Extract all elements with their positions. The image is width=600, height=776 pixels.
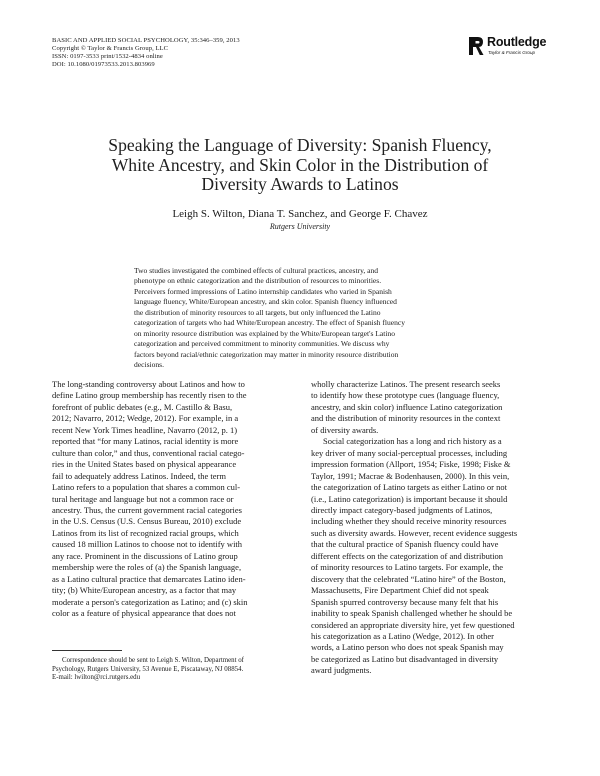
abstract-line: Two studies investigated the combined effects of cultural practices, ancestry, and xyxy=(134,266,379,275)
body-line: forefront of public debates (e.g., M. Castillo & Basu, xyxy=(52,401,233,412)
body-line: ancestry, and skin color) influence Latino categorization xyxy=(311,401,503,412)
body-column-right xyxy=(311,379,551,677)
article-title xyxy=(60,136,540,195)
abstract-line: factors beyond racial/ethnic categorization may matter in minority resource distribution xyxy=(134,349,399,359)
abstract-line: phenotype on ethnic categorization and the distribution of resources to minorities. xyxy=(134,276,382,286)
body-line: his categorization as a Latino (Wedge, 2012). In other xyxy=(311,630,494,641)
title-line: White Ancestry, and Skin Color in the Distribution of xyxy=(111,154,489,175)
publisher-logo xyxy=(468,35,554,61)
footnote-line: Correspondence should be sent to Leigh S. Wilton, Department of xyxy=(62,657,244,664)
body-line: to identify how these prototype cues (language fluency, xyxy=(311,390,500,401)
body-line: award judgments. xyxy=(311,665,372,676)
body-line: discovery that the celebrated “Latino hire” of the Boston, xyxy=(311,573,506,584)
footnote-line: Psychology, Rutgers University, 53 Avenue E, Piscataway, NJ 08854. xyxy=(52,665,244,673)
body-line: caused 18 million Latinos to choose not to identify with xyxy=(52,539,243,550)
title-line: Speaking the Language of Diversity: Spanish Fluency, xyxy=(108,135,492,155)
body-line: and the distribution of minority resources in the context xyxy=(311,413,501,424)
body-line: ancestry. Thus, the current government racial categories xyxy=(52,504,242,515)
body-line: directly impact category-based judgments of Latinos, xyxy=(311,504,493,515)
body-line: color as a feature of physical appearance that does not xyxy=(52,608,236,619)
body-line: moderate a person's categorization as Latino; and (c) skin xyxy=(52,596,248,607)
abstract-line: the distribution of minority resources to all targets, but only influenced the Latino xyxy=(134,307,381,317)
abstract-line: categorization of targets who had White/European ancestry. The effect of Spanish fluency xyxy=(134,318,405,328)
body-line: of minority resources to Latino targets. For example, the xyxy=(311,562,503,573)
body-line: as a Latino cultural practice that demarcates Latino iden- xyxy=(52,573,246,584)
body-column-left xyxy=(52,379,292,620)
body-line: the categorization of Latino targets as either Latino or not xyxy=(311,482,507,493)
body-line: recent New York Times headline, Navarro (2012, p. 1) xyxy=(52,424,238,435)
abstract-line: Perceivers formed impressions of Latino internship candidates who varied in Spanish xyxy=(134,286,392,296)
abstract xyxy=(134,266,467,371)
body-line: membership were the roles of (a) the Spanish language, xyxy=(52,562,242,573)
body-line: any race. Prominent in the discussions of Latino group xyxy=(52,550,238,561)
body-line: in the U.S. Census (U.S. Census Bureau, 2010) exclude xyxy=(52,516,242,527)
body-line: Taylor, 1991; Macrae & Bodenhausen, 2000). In this vein, xyxy=(311,470,510,481)
abstract-line: on minority resource distribution was explained by the White/European target's Latino xyxy=(134,328,395,338)
body-line: such as diversity awards. However, recent evidence suggests xyxy=(311,527,518,538)
body-line: wholly characterize Latinos. The present research seeks xyxy=(311,379,501,389)
title-line: Diversity Awards to Latinos xyxy=(201,174,399,194)
body-line: define Latino group membership has recently risen to the xyxy=(52,390,247,401)
author-list: Leigh S. Wilton, Diana T. Sanchez, and George F. Chavez xyxy=(172,208,428,220)
body-line: Spanish spurred controversy because many felt that his xyxy=(311,596,499,607)
body-line: inability to speak Spanish challenged whether he should be xyxy=(311,608,513,619)
body-line: ries in the United States based on physical appearance xyxy=(52,459,237,470)
abstract-line: categorization and perceived commitment to minority communities. We discuss why xyxy=(134,339,390,349)
body-line: Latinos from its list of recognized racial groups, which xyxy=(52,527,239,538)
body-line: Social categorization has a long and rich history as a xyxy=(323,436,502,447)
body-line: (i.e., Latino categorization) is important because it should xyxy=(311,493,508,504)
body-line: reported that “for many Latinos, racial identity is more xyxy=(52,436,239,447)
body-line: impression formation (Allport, 1954; Fiske, 1998; Fiske & xyxy=(311,459,511,470)
journal-citation: BASIC AND APPLIED SOCIAL PSYCHOLOGY, 35:346–359, 2013 xyxy=(52,37,240,44)
body-line: The long-standing controversy about Latinos and how to xyxy=(52,379,245,389)
body-line: tity; (b) White/European ancestry, as a factor that may xyxy=(52,585,237,596)
issn-line: ISSN: 0197-3533 print/1532-4834 online xyxy=(52,53,163,61)
body-line: different effects on the categorization of and distribution xyxy=(311,550,504,561)
publisher-subtitle: Taylor & Francis Group xyxy=(488,50,536,55)
publisher-name: Routledge xyxy=(487,35,547,49)
body-line: of diversity awards. xyxy=(311,424,379,435)
body-line: tural heritage and language but not a common race or xyxy=(52,493,234,504)
copyright-line: Copyright © Taylor & Francis Group, LLC xyxy=(52,45,169,53)
body-line: considered an appropriate diversity hire, yet few questioned xyxy=(311,619,515,630)
correspondence-footnote xyxy=(52,657,302,683)
journal-header xyxy=(52,37,240,69)
body-line: that the cultural practice of Spanish fluency could have xyxy=(311,539,499,550)
footnote-line: E-mail: lwilton@rci.rutgers.edu xyxy=(52,674,141,682)
doi-line: DOI: 10.1080/01973533.2013.803969 xyxy=(52,61,155,69)
footnote-divider xyxy=(52,650,122,651)
body-line: be categorized as Latino but disadvantaged in diversity xyxy=(311,653,499,664)
body-line: key driver of many social-perceptual processes, including xyxy=(311,447,508,458)
body-line: Latino refers to a population that shares a common cul- xyxy=(52,482,241,493)
abstract-line: decisions. xyxy=(134,360,164,370)
body-line: fail to adequately address Latinos. Indeed, the term xyxy=(52,470,226,481)
routledge-r-logo-icon xyxy=(468,36,484,56)
abstract-line: language fluency, White/European ancestry, and skin color. Spanish fluency influenced xyxy=(134,297,397,307)
body-line: 2012; Navarro, 2012; Wedge, 2012). For example, in a xyxy=(52,413,239,424)
body-line: Massachusetts, Fire Department Chief did not speak xyxy=(311,585,489,596)
body-line: words, a Latino person who does not speak Spanish may xyxy=(311,642,504,653)
body-line: including whether they should receive minority resources xyxy=(311,516,507,527)
affiliation: Rutgers University xyxy=(269,222,331,231)
body-line: culture than color,” and thus, conventional racial catego- xyxy=(52,447,245,458)
